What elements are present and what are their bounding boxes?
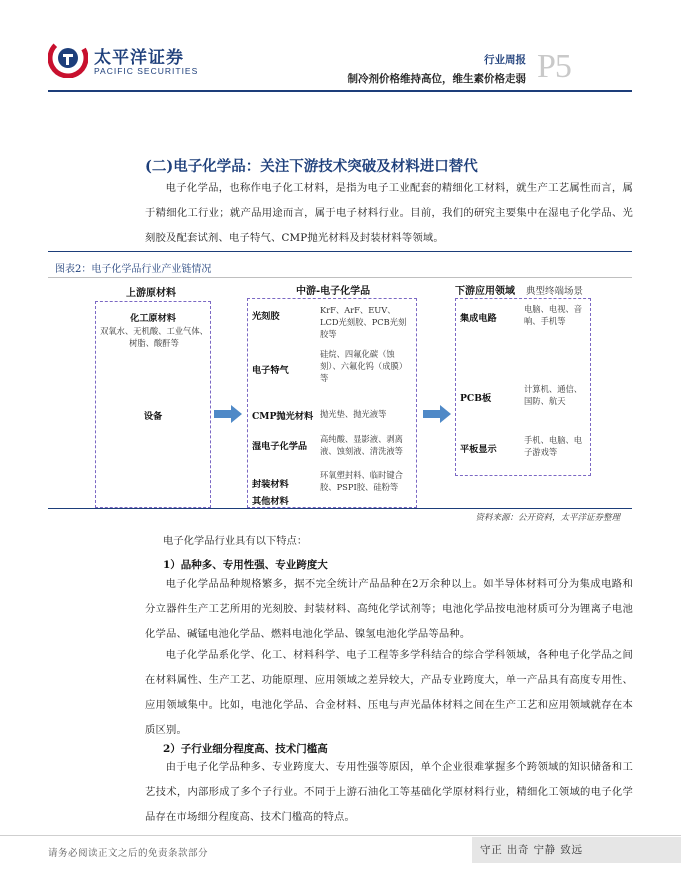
paragraph-3: [145, 755, 633, 830]
mid-item-label: 其他材料: [252, 496, 289, 507]
report-subtitle: 制冷剂价格维持高位，维生素价格走弱: [347, 73, 526, 85]
paragraph-2-text: 电子化学品系化学、化工、材料科学、电子工程等多学科结合的综合学科领域，各种电子化学品之间在材料属性、生产工艺、功能原理、应用领域之差异较大，产品专业跨度大，单一产品具有高度专用性、应用领域集中。比如，电池化学品、合金材料、压电与声光晶体材料之间在生产工艺和应用领域就存在本质区别。: [145, 649, 633, 736]
mid-item-desc: 抛光垫、抛光液等: [320, 409, 387, 419]
downstream-subheading: 典型终端场景: [526, 286, 584, 297]
logo-name-en: PACIFIC SECURITIES: [94, 66, 199, 76]
down-item-desc: 计算机、通信、国防、航天: [524, 384, 583, 406]
figure-bottom-rule: [48, 508, 632, 509]
footer-divider: [0, 835, 681, 836]
mid-item-label: 湿电子化学品: [252, 441, 308, 452]
downstream-heading: 下游应用领域: [455, 286, 515, 297]
upstream-heading: 上游原材料: [126, 288, 176, 299]
upstream-chemicals-label: 化工原材料: [130, 313, 176, 324]
figure-title: 图表2：电子化学品行业产业链情况: [55, 264, 212, 275]
company-logo-icon: [48, 38, 88, 78]
intro-text: 电子化学品，也称作电子化工材料，是指为电子工业配套的精细化工材料，就生产工艺属性而言，属于精细化工行业；就产品用途而言，属于电子材料行业。目前，我们的研究主要集中在湿电子化学品、光刻胶及配套试剂、电子特气、CMP抛光材料及封装材料等领域。: [145, 182, 633, 244]
paragraph-3-text: 由于电子化学品种多、专业跨度大、专用性强等原因，单个企业很难掌握多个跨领域的知识储备和工艺技术，内部形成了多个子行业。不同于上游石油化工等基础化学原材料行业，精细化工领域的电子化学品存在市场细分程度高、技术门槛高的特点。: [145, 761, 633, 823]
footer-disclaimer: 请务必阅读正文之后的免责条款部分: [48, 848, 209, 859]
down-item-label: 集成电路: [460, 313, 497, 324]
figure-title-rule: [48, 277, 632, 278]
down-item-label: PCB板: [460, 393, 492, 404]
mid-item-desc: 硅烷、四氟化碳（蚀刻）、六氟化钨（成膜）等: [320, 349, 408, 383]
logo-name-cn: 太平洋证券: [94, 48, 184, 68]
mid-item-label: CMP抛光材料: [252, 411, 314, 422]
mid-item-desc: 环氧塑封料、临时键合胶、PSPI胶、硅粉等: [320, 470, 403, 492]
mid-item-label: 电子特气: [252, 365, 289, 376]
mid-item-desc: 高纯酸、显影液、剥离液、蚀刻液、清洗液等: [320, 434, 403, 456]
subheading-2: 2）子行业细分程度高、技术门槛高: [163, 743, 328, 755]
report-type: 行业周报: [484, 54, 526, 66]
paragraph-1-text: 电子化学品品种规格繁多，据不完全统计产品品种在2万余种以上。如半导体材料可分为集成电路和分立器件生产工艺所用的光刻胶、封装材料、高纯化学试剂等；电池化学品按电池材质可分为锂离子电池化学品、碱锰电池化学品、燃料电池化学品、镍氢电池化学品等品种。: [145, 578, 633, 640]
figure-top-rule: [48, 251, 632, 252]
down-item-desc: 电脑、电视、音响、手机等: [524, 304, 583, 326]
section-title: (二)电子化学品：关注下游技术突破及材料进口替代: [145, 158, 478, 175]
upstream-equipment-label: 设备: [143, 411, 163, 422]
mid-item-label: 封装材料: [252, 479, 289, 490]
intro-paragraph: [145, 176, 633, 251]
figure-source: 资料来源：公开资料，太平洋证券整理: [475, 513, 620, 523]
upstream-chemicals-desc: 双氧水、无机酸、工业气体、树脂、酸酐等: [100, 326, 208, 348]
paragraph-2: [145, 643, 633, 743]
arrow-right-icon: [214, 405, 242, 423]
header-divider: [48, 90, 632, 92]
subheading-1: 1）品种多、专用性强、专业跨度大: [163, 559, 328, 571]
features-intro: 电子化学品行业具有以下特点：: [163, 535, 308, 547]
down-item-desc: 手机、电脑、电子游戏等: [524, 435, 583, 457]
mid-item-desc: KrF、ArF、EUV、LCD光刻胶、PCB光刻胶等: [320, 305, 407, 339]
arrow-right-icon: [423, 405, 451, 423]
page-number: P5: [537, 48, 571, 85]
midstream-heading: 中游-电子化学品: [296, 286, 371, 297]
footer-motto: 守正 出奇 宁静 致远: [472, 837, 681, 863]
mid-item-label: 光刻胶: [252, 311, 280, 322]
paragraph-1: [145, 572, 633, 647]
down-item-label: 平板显示: [460, 444, 497, 455]
